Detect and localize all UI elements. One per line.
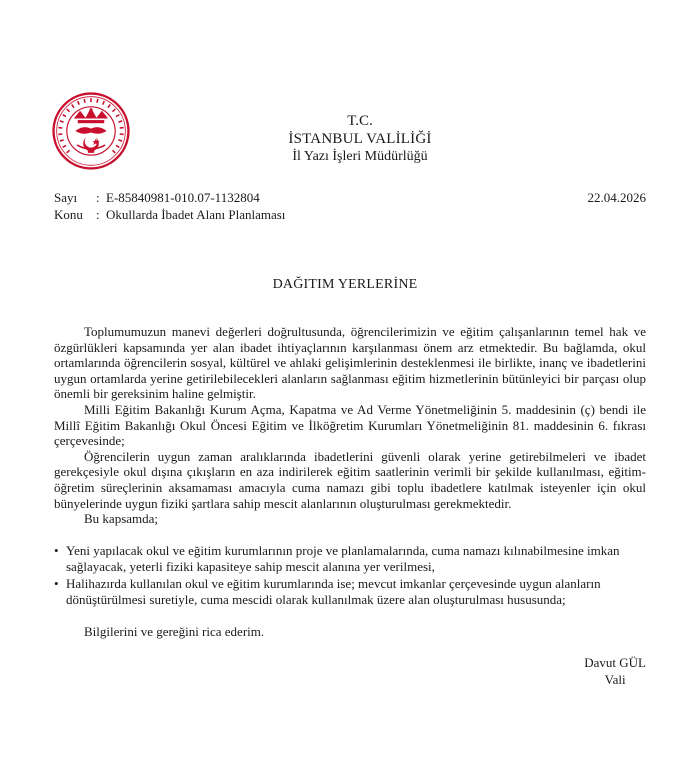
body-paragraph-1: Toplumumuzun manevi değerleri doğrultusunda, öğrencilerimizin ve eğitim çalışanlarının temel hak ve özgürlükleri kapsamında yer alan ibadet ihtiyaçlarının karşılanması önem arz etmektedir. Bu bağlamda, okul ortamlarında öğrencilerin sosyal, kültürel ve ahlaki gelişimlerinin desteklenmesi ile birlikte, inanç ve ibadetlerini uygun ortamlarda yerine getirilebilecekleri alanların sağlanması eğitim hizmetlerinin bütünleyici bir parçası olup önemli bir gereksinim haline gelmiştir. <box>54 324 646 402</box>
letterhead <box>230 112 490 165</box>
letter-body <box>54 324 646 527</box>
list-item-text: Halihazırda kullanılan okul ve eğitim kurumlarında ise; mevcut imkanlar çerçevesinde uygun alanların dönüştürülmesi suretiyle, cuma mescidi olarak kullanılmak üzere alan oluşturulması hususunda; <box>66 576 601 607</box>
distribution-heading: DAĞITIM YERLERİNE <box>272 277 418 292</box>
signatory-name: Davut GÜL <box>584 655 646 670</box>
list-item <box>54 543 646 574</box>
closing-line: Bilgilerini ve gereğini rica ederim. <box>84 624 265 639</box>
letterhead-department: İl Yazı İşleri Müdürlüğü <box>292 149 428 164</box>
konu-row <box>54 206 646 223</box>
list-item-text: Yeni yapılacak okul ve eğitim kurumlarının proje ve planlamalarında, cuma namazı kılınabilmesine imkan sağlayacak, yeterli fiziki kapasiteye sahip mescit alanına yer verilmesi, <box>66 543 620 574</box>
signature-block <box>584 654 646 688</box>
sayi-label: Sayı <box>54 190 78 205</box>
letterhead-country: T.C. <box>347 113 373 129</box>
bullet-icon: • <box>54 576 59 592</box>
document-date: 22.04.2026 <box>587 190 646 205</box>
body-paragraph-2: Milli Eğitim Bakanlığı Kurum Açma, Kapatma ve Ad Verme Yönetmeliğinin 5. maddesinin (ç) bendi ile Millî Eğitim Bakanlığı Okul Öncesi Eğitim ve İlköğretim Kurumları Yönetmeliğinin 81. maddesinin 6. fıkrası çerçevesinde; <box>54 401 646 449</box>
list-item <box>54 576 646 607</box>
directive-list <box>54 543 646 609</box>
sayi-row <box>54 189 646 206</box>
letterhead-institution: İSTANBUL VALİLİĞİ <box>288 131 432 147</box>
signatory-title: Vali <box>604 672 626 687</box>
body-paragraph-4: Bu kapsamda; <box>84 511 159 527</box>
konu-value: Okullarda İbadet Alanı Planlaması <box>106 207 286 222</box>
konu-separator: : <box>96 207 100 222</box>
istanbul-governorship-seal-icon <box>52 92 130 170</box>
konu-label: Konu <box>54 207 83 222</box>
bullet-icon: • <box>54 543 59 558</box>
document-meta <box>54 189 646 223</box>
body-paragraph-3: Öğrencilerin uygun zaman aralıklarında ibadetlerini güvenli olarak yerine getirebilmeleri ve ibadet gerekçesiyle okul dışına çıkışların en aza indirilerek eğitim saatlerinin verimli bir şekilde kullanılması, eğitim-öğretim süreçlerinin aksamaması amacıyla cuma namazı gibi toplu ibadetlere katılmak isteyenler için okul bünyelerinde uygun fiziki şartlara sahip mescit alanlarının oluşturulması gerekmektedir. <box>54 448 646 511</box>
sayi-value: E-85840981-010.07-1132804 <box>106 190 260 205</box>
sayi-separator: : <box>96 190 100 205</box>
